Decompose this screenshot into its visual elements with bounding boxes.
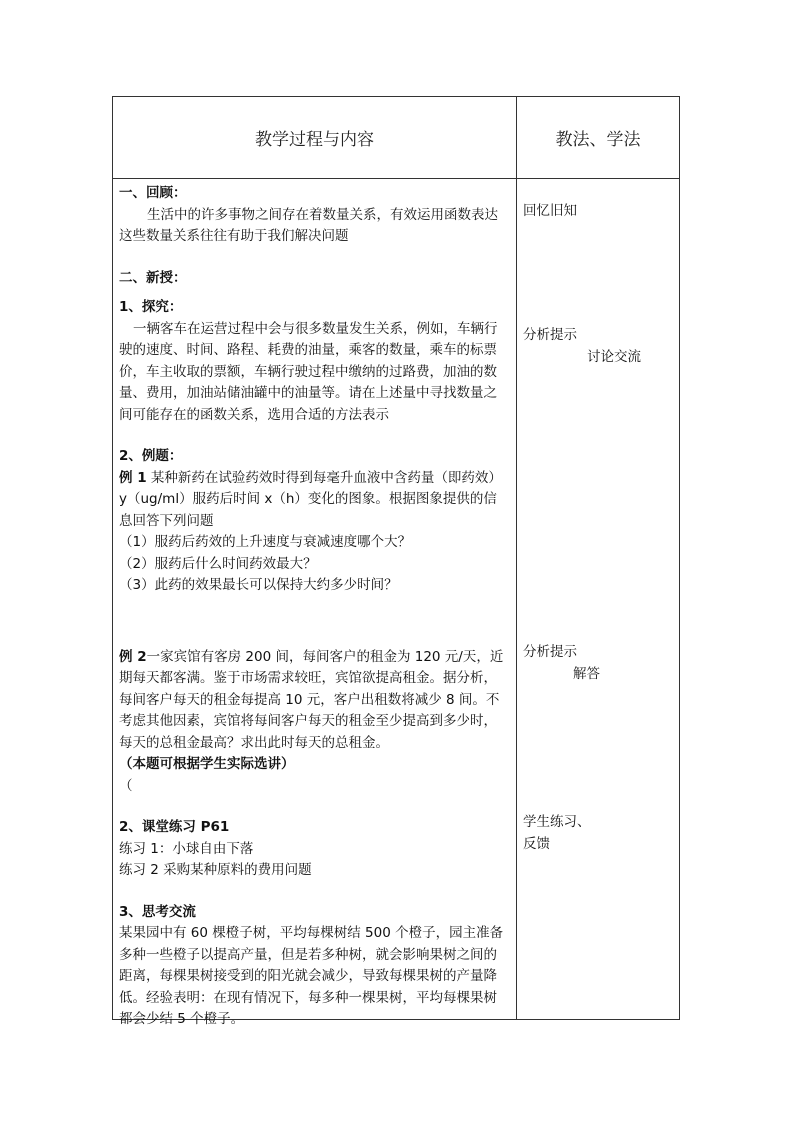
explore-text: 一辆客车在运营过程中会与很多数量发生关系，例如，车辆行驶的速度、时间、路程、耗费的油量，乘客的数量，乘车的标票价，车主收取的票额，车辆行驶过程中缴纳的过路费，加油的数量、费用，加油站储油罐中的油量等。请在上述量中寻找数量之间可能存在的函数关系，选用合适的方法表示 bbox=[119, 320, 498, 423]
example-2-note: （本题可根据学生实际选讲） bbox=[119, 756, 295, 772]
review-text: 生活中的许多事物之间存在着数量关系，有效运用函数表达这些数量关系往往有助于我们解决问题 bbox=[119, 206, 498, 244]
new-title: 二、新授： bbox=[119, 269, 187, 286]
side-practice-1: 学生练习、 bbox=[523, 814, 591, 830]
example-1-question-1: （1）服药后药效的上升速度与衰减速度哪个大？ bbox=[119, 534, 412, 550]
practice-1: 练习 1：小球自由下落 bbox=[119, 840, 254, 857]
side-explore-1: 分析提示 bbox=[523, 327, 577, 343]
think-text: 某果园中有 60 棵橙子树，平均每棵树结 500 个橙子，园主准备多种一些橙子以提高产量，但是若多种树，就会影响果树之间的距离，每棵果树接受到的阳光就会减少，导致每棵果树的产量降低。经验表明：在现有情况下，每多种一棵果树，平均每棵果树都会少结 5 个橙子。 bbox=[119, 925, 504, 1027]
side-explore bbox=[523, 325, 641, 368]
side-explore-2: 讨论交流 bbox=[587, 348, 641, 365]
header-divider bbox=[113, 178, 679, 179]
think-title: 3、思考交流 bbox=[119, 903, 196, 920]
review-title: 一、回顾： bbox=[119, 185, 187, 201]
column-divider bbox=[516, 97, 517, 1019]
header-content-title: 教学过程与内容 bbox=[255, 130, 374, 150]
side-review bbox=[523, 201, 577, 223]
example-1-text: 某种新药在试验药效时得到每毫升血液中含药量（即药效）y（ug/ml）服药后时间 x（h）变化的图象。根据图象提供的信息回答下列问题 bbox=[119, 469, 502, 529]
side-example-2 bbox=[523, 642, 600, 685]
side-ex2-1: 分析提示 bbox=[523, 644, 577, 660]
example-2-paren: （ bbox=[119, 777, 133, 794]
side-practice-2: 反馈 bbox=[523, 835, 550, 852]
example-2 bbox=[119, 647, 507, 755]
header-method-title: 教法、学法 bbox=[555, 130, 641, 150]
practice-2: 练习 2 采购某种原料的费用问题 bbox=[119, 862, 312, 878]
example-1-label: 例 1 bbox=[119, 469, 147, 486]
practice-title: 2、课堂练习 P61 bbox=[119, 819, 230, 835]
side-review-text: 回忆旧知 bbox=[523, 203, 577, 219]
example-1-question-3: （3）此药的效果最长可以保持大约多少时间？ bbox=[119, 577, 398, 593]
content-column bbox=[119, 183, 507, 1031]
example-2-text: 一家宾馆有客房 200 间，每间客户的租金为 120 元/天，近期每天都客满。鉴于市场需求较旺，宾馆欲提高租金。据分析，每间客户每天的租金每提高 10 元，客户出租数将减少 8 间。不考虑其他因素，宾馆将每间客户每天的租金至少提高到多少时，每天的总租金最高？求出此时每天的总租金。 bbox=[119, 648, 504, 751]
side-practice bbox=[523, 812, 591, 855]
explore-title: 1、探究： bbox=[119, 299, 183, 315]
side-ex2-2: 解答 bbox=[573, 665, 600, 682]
example-1 bbox=[119, 468, 507, 533]
lesson-table bbox=[112, 96, 680, 1027]
example-1-question-2: （2）服药后什么时间药效最大？ bbox=[119, 555, 317, 572]
example-2-label: 例 2 bbox=[119, 648, 147, 665]
example-title: 2、例题： bbox=[119, 448, 183, 464]
